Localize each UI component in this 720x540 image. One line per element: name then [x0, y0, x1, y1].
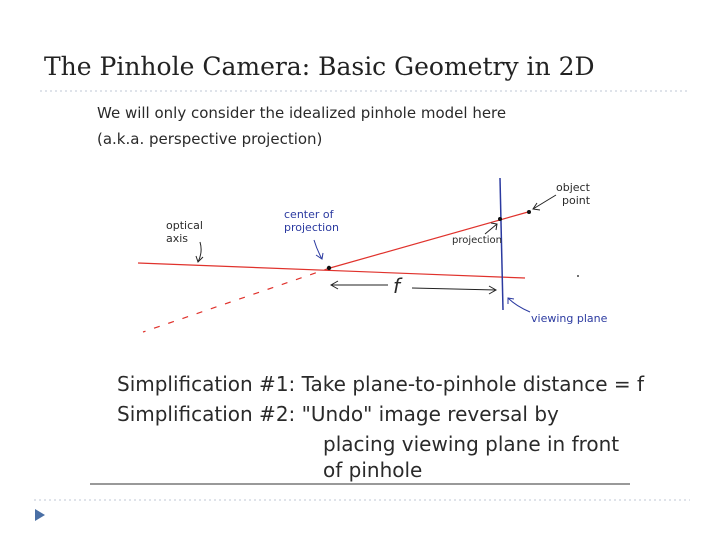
simplification-2-line1: Simplification #2: "Undo" image reversal by — [117, 402, 559, 426]
simplification-2-line2: placing viewing plane in front — [323, 432, 620, 456]
viewing-plane-label: viewing plane — [531, 312, 608, 325]
object-point-pointer — [533, 195, 556, 209]
focal-length-label: f — [393, 274, 401, 298]
bullet-triangle-icon — [34, 508, 46, 522]
object-point — [527, 210, 531, 214]
object-point-label-line1: object — [556, 181, 590, 194]
optical-axis-label — [166, 219, 203, 245]
simplification-1: Simplification #1: Take plane-to-pinhole distance = f — [117, 372, 645, 396]
viewing-plane-pointer — [508, 298, 530, 312]
projection-pointer — [485, 224, 497, 234]
optical-axis-line — [138, 263, 525, 278]
center-label-line2: projection — [284, 221, 339, 234]
projection-label: projection — [452, 235, 502, 246]
projection-point — [498, 217, 502, 221]
projection-ray-extension — [143, 268, 330, 332]
object-point-label-line2: point — [562, 194, 591, 207]
f-arrow-right — [412, 288, 496, 290]
object-point-label — [556, 181, 590, 207]
center-label-line1: center of — [284, 208, 334, 221]
optical-axis-label-line2: axis — [166, 232, 189, 245]
center-of-projection-point — [327, 266, 331, 270]
slide-title: The Pinhole Camera: Basic Geometry in 2D — [44, 52, 595, 81]
center-of-projection-label — [284, 208, 339, 234]
note-line-2: (a.k.a. perspective projection) — [97, 130, 323, 148]
stray-dot — [577, 275, 579, 277]
note-line-1: We will only consider the idealized pinhole model here — [97, 104, 507, 122]
optical-axis-label-line1: optical — [166, 219, 203, 232]
simplification-2-line3: of pinhole — [323, 458, 423, 482]
